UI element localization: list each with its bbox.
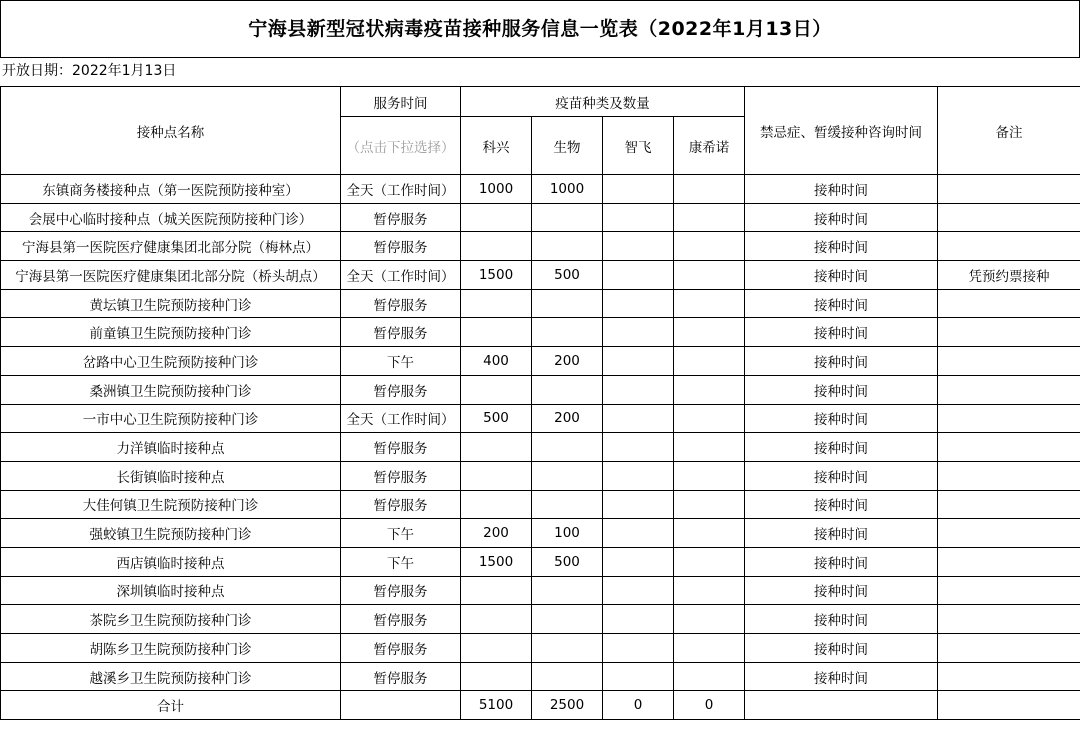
shengwu-count-cell <box>532 634 603 663</box>
consult-time-cell: 接种时间 <box>745 576 938 605</box>
zhifei-count-cell <box>603 404 674 433</box>
header-vaccine-group: 疫苗种类及数量 <box>461 87 745 117</box>
consult-time-cell: 接种时间 <box>745 175 938 204</box>
kangxinuo-count-cell <box>674 347 745 376</box>
service-time-cell[interactable]: 暂停服务 <box>341 375 461 404</box>
header-kexing: 科兴 <box>461 117 532 175</box>
kexing-count-cell <box>461 375 532 404</box>
site-name-cell: 黄坛镇卫生院预防接种门诊 <box>1 289 341 318</box>
site-name-cell: 岔路中心卫生院预防接种门诊 <box>1 347 341 376</box>
table-row <box>1 634 1080 663</box>
table-row <box>1 404 1080 433</box>
total-row <box>1 691 1080 720</box>
table-row <box>1 433 1080 462</box>
total-kexing: 5100 <box>461 691 532 720</box>
zhifei-count-cell <box>603 318 674 347</box>
kexing-count-cell: 1500 <box>461 547 532 576</box>
table-row <box>1 175 1080 204</box>
kangxinuo-count-cell <box>674 289 745 318</box>
total-kangxinuo: 0 <box>674 691 745 720</box>
consult-time-cell: 接种时间 <box>745 261 938 290</box>
header-shengwu: 生物 <box>532 117 603 175</box>
open-date-label: 开放日期：2022年1月13日 <box>2 63 177 79</box>
remark-cell <box>938 375 1080 404</box>
vaccination-table <box>0 86 1080 720</box>
total-service-time-cell <box>341 691 461 720</box>
remark-cell <box>938 490 1080 519</box>
kexing-count-cell: 500 <box>461 404 532 433</box>
shengwu-count-cell: 1000 <box>532 175 603 204</box>
kangxinuo-count-cell <box>674 404 745 433</box>
header-site-name: 接种点名称 <box>1 87 341 175</box>
service-time-cell[interactable]: 暂停服务 <box>341 662 461 691</box>
kexing-count-cell <box>461 662 532 691</box>
consult-time-cell: 接种时间 <box>745 433 938 462</box>
site-name-cell: 一市中心卫生院预防接种门诊 <box>1 404 341 433</box>
remark-cell <box>938 519 1080 548</box>
consult-time-cell: 接种时间 <box>745 203 938 232</box>
table-row <box>1 605 1080 634</box>
header-consult-time: 禁忌症、暂缓接种咨询时间 <box>745 87 938 175</box>
table-row <box>1 519 1080 548</box>
kangxinuo-count-cell <box>674 605 745 634</box>
zhifei-count-cell <box>603 490 674 519</box>
remark-cell: 凭预约票接种 <box>938 261 1080 290</box>
service-time-cell[interactable]: 暂停服务 <box>341 289 461 318</box>
kangxinuo-count-cell <box>674 547 745 576</box>
consult-time-cell: 接种时间 <box>745 547 938 576</box>
table-row <box>1 261 1080 290</box>
table-row <box>1 203 1080 232</box>
kangxinuo-count-cell <box>674 461 745 490</box>
service-time-cell[interactable]: 下午 <box>341 547 461 576</box>
kexing-count-cell: 200 <box>461 519 532 548</box>
consult-time-cell: 接种时间 <box>745 634 938 663</box>
kangxinuo-count-cell <box>674 490 745 519</box>
service-time-cell[interactable]: 全天（工作时间） <box>341 175 461 204</box>
site-name-cell: 长街镇临时接种点 <box>1 461 341 490</box>
zhifei-count-cell <box>603 175 674 204</box>
shengwu-count-cell <box>532 490 603 519</box>
total-zhifei: 0 <box>603 691 674 720</box>
kangxinuo-count-cell <box>674 662 745 691</box>
service-time-cell[interactable]: 暂停服务 <box>341 576 461 605</box>
zhifei-count-cell <box>603 519 674 548</box>
kexing-count-cell <box>461 289 532 318</box>
zhifei-count-cell <box>603 576 674 605</box>
remark-cell <box>938 634 1080 663</box>
header-kangxinuo: 康希诺 <box>674 117 745 175</box>
site-name-cell: 桑洲镇卫生院预防接种门诊 <box>1 375 341 404</box>
service-time-cell[interactable]: 暂停服务 <box>341 461 461 490</box>
remark-cell <box>938 318 1080 347</box>
site-name-cell: 前童镇卫生院预防接种门诊 <box>1 318 341 347</box>
remark-cell <box>938 576 1080 605</box>
table-row <box>1 461 1080 490</box>
remark-cell <box>938 605 1080 634</box>
kangxinuo-count-cell <box>674 175 745 204</box>
kexing-count-cell <box>461 232 532 261</box>
shengwu-count-cell: 500 <box>532 261 603 290</box>
service-time-cell[interactable]: 暂停服务 <box>341 634 461 663</box>
page-title: 宁海县新型冠状病毒疫苗接种服务信息一览表（2022年1月13日） <box>0 0 1080 58</box>
consult-time-cell: 接种时间 <box>745 519 938 548</box>
zhifei-count-cell <box>603 203 674 232</box>
remark-cell <box>938 433 1080 462</box>
total-label: 合计 <box>1 691 341 720</box>
shengwu-count-cell <box>532 318 603 347</box>
service-time-cell[interactable]: 暂停服务 <box>341 232 461 261</box>
site-name-cell: 强蛟镇卫生院预防接种门诊 <box>1 519 341 548</box>
shengwu-count-cell <box>532 232 603 261</box>
table-row <box>1 289 1080 318</box>
service-time-cell[interactable]: 下午 <box>341 519 461 548</box>
consult-time-cell: 接种时间 <box>745 461 938 490</box>
kangxinuo-count-cell <box>674 634 745 663</box>
shengwu-count-cell: 500 <box>532 547 603 576</box>
kexing-count-cell <box>461 576 532 605</box>
zhifei-count-cell <box>603 232 674 261</box>
kangxinuo-count-cell <box>674 203 745 232</box>
shengwu-count-cell <box>532 433 603 462</box>
remark-cell <box>938 232 1080 261</box>
service-time-dropdown-hint[interactable]: （点击下拉选择） <box>341 117 461 175</box>
zhifei-count-cell <box>603 261 674 290</box>
shengwu-count-cell: 200 <box>532 404 603 433</box>
kangxinuo-count-cell <box>674 433 745 462</box>
service-time-cell[interactable]: 暂停服务 <box>341 433 461 462</box>
remark-cell <box>938 347 1080 376</box>
kangxinuo-count-cell <box>674 576 745 605</box>
zhifei-count-cell <box>603 634 674 663</box>
kexing-count-cell: 1000 <box>461 175 532 204</box>
kangxinuo-count-cell <box>674 232 745 261</box>
service-time-cell[interactable]: 暂停服务 <box>341 605 461 634</box>
remark-cell <box>938 289 1080 318</box>
shengwu-count-cell: 200 <box>532 347 603 376</box>
remark-cell <box>938 547 1080 576</box>
site-name-cell: 西店镇临时接种点 <box>1 547 341 576</box>
zhifei-count-cell <box>603 347 674 376</box>
table-row <box>1 347 1080 376</box>
service-time-cell[interactable]: 暂停服务 <box>341 203 461 232</box>
kangxinuo-count-cell <box>674 519 745 548</box>
site-name-cell: 胡陈乡卫生院预防接种门诊 <box>1 634 341 663</box>
header-row-1 <box>1 87 1080 117</box>
kexing-count-cell <box>461 433 532 462</box>
site-name-cell: 力洋镇临时接种点 <box>1 433 341 462</box>
site-name-cell: 宁海县第一医院医疗健康集团北部分院（桥头胡点） <box>1 261 341 290</box>
consult-time-cell: 接种时间 <box>745 605 938 634</box>
table-row <box>1 375 1080 404</box>
table-row <box>1 490 1080 519</box>
kexing-count-cell <box>461 605 532 634</box>
kexing-count-cell: 1500 <box>461 261 532 290</box>
kangxinuo-count-cell <box>674 261 745 290</box>
total-shengwu: 2500 <box>532 691 603 720</box>
header-service-time: 服务时间 <box>341 87 461 117</box>
site-name-cell: 越溪乡卫生院预防接种门诊 <box>1 662 341 691</box>
header-remark: 备注 <box>938 87 1080 175</box>
table-row <box>1 576 1080 605</box>
consult-time-cell: 接种时间 <box>745 289 938 318</box>
total-remark-cell <box>938 691 1080 720</box>
remark-cell <box>938 662 1080 691</box>
service-time-cell[interactable]: 下午 <box>341 347 461 376</box>
header-zhifei: 智飞 <box>603 117 674 175</box>
service-time-cell[interactable]: 全天（工作时间） <box>341 261 461 290</box>
consult-time-cell: 接种时间 <box>745 404 938 433</box>
service-time-cell[interactable]: 暂停服务 <box>341 490 461 519</box>
kangxinuo-count-cell <box>674 375 745 404</box>
site-name-cell: 宁海县第一医院医疗健康集团北部分院（梅林点） <box>1 232 341 261</box>
kexing-count-cell: 400 <box>461 347 532 376</box>
consult-time-cell: 接种时间 <box>745 375 938 404</box>
table-row <box>1 232 1080 261</box>
kangxinuo-count-cell <box>674 318 745 347</box>
table-body <box>1 87 1080 720</box>
consult-time-cell: 接种时间 <box>745 662 938 691</box>
consult-time-cell: 接种时间 <box>745 347 938 376</box>
kexing-count-cell <box>461 490 532 519</box>
service-time-cell[interactable]: 全天（工作时间） <box>341 404 461 433</box>
total-consult-cell <box>745 691 938 720</box>
site-name-cell: 深圳镇临时接种点 <box>1 576 341 605</box>
shengwu-count-cell <box>532 203 603 232</box>
remark-cell <box>938 203 1080 232</box>
zhifei-count-cell <box>603 605 674 634</box>
shengwu-count-cell <box>532 461 603 490</box>
shengwu-count-cell <box>532 289 603 318</box>
zhifei-count-cell <box>603 461 674 490</box>
shengwu-count-cell <box>532 662 603 691</box>
remark-cell <box>938 404 1080 433</box>
site-name-cell: 东镇商务楼接种点（第一医院预防接种室） <box>1 175 341 204</box>
shengwu-count-cell: 100 <box>532 519 603 548</box>
consult-time-cell: 接种时间 <box>745 490 938 519</box>
table-row <box>1 318 1080 347</box>
service-time-cell[interactable]: 暂停服务 <box>341 318 461 347</box>
shengwu-count-cell <box>532 375 603 404</box>
site-name-cell: 茶院乡卫生院预防接种门诊 <box>1 605 341 634</box>
zhifei-count-cell <box>603 547 674 576</box>
zhifei-count-cell <box>603 289 674 318</box>
table-row <box>1 547 1080 576</box>
zhifei-count-cell <box>603 433 674 462</box>
site-name-cell: 大佳何镇卫生院预防接种门诊 <box>1 490 341 519</box>
remark-cell <box>938 175 1080 204</box>
shengwu-count-cell <box>532 605 603 634</box>
table-row <box>1 662 1080 691</box>
zhifei-count-cell <box>603 375 674 404</box>
consult-time-cell: 接种时间 <box>745 232 938 261</box>
zhifei-count-cell <box>603 662 674 691</box>
kexing-count-cell <box>461 318 532 347</box>
site-name-cell: 会展中心临时接种点（城关医院预防接种门诊） <box>1 203 341 232</box>
consult-time-cell: 接种时间 <box>745 318 938 347</box>
kexing-count-cell <box>461 461 532 490</box>
shengwu-count-cell <box>532 576 603 605</box>
kexing-count-cell <box>461 634 532 663</box>
remark-cell <box>938 461 1080 490</box>
kexing-count-cell <box>461 203 532 232</box>
